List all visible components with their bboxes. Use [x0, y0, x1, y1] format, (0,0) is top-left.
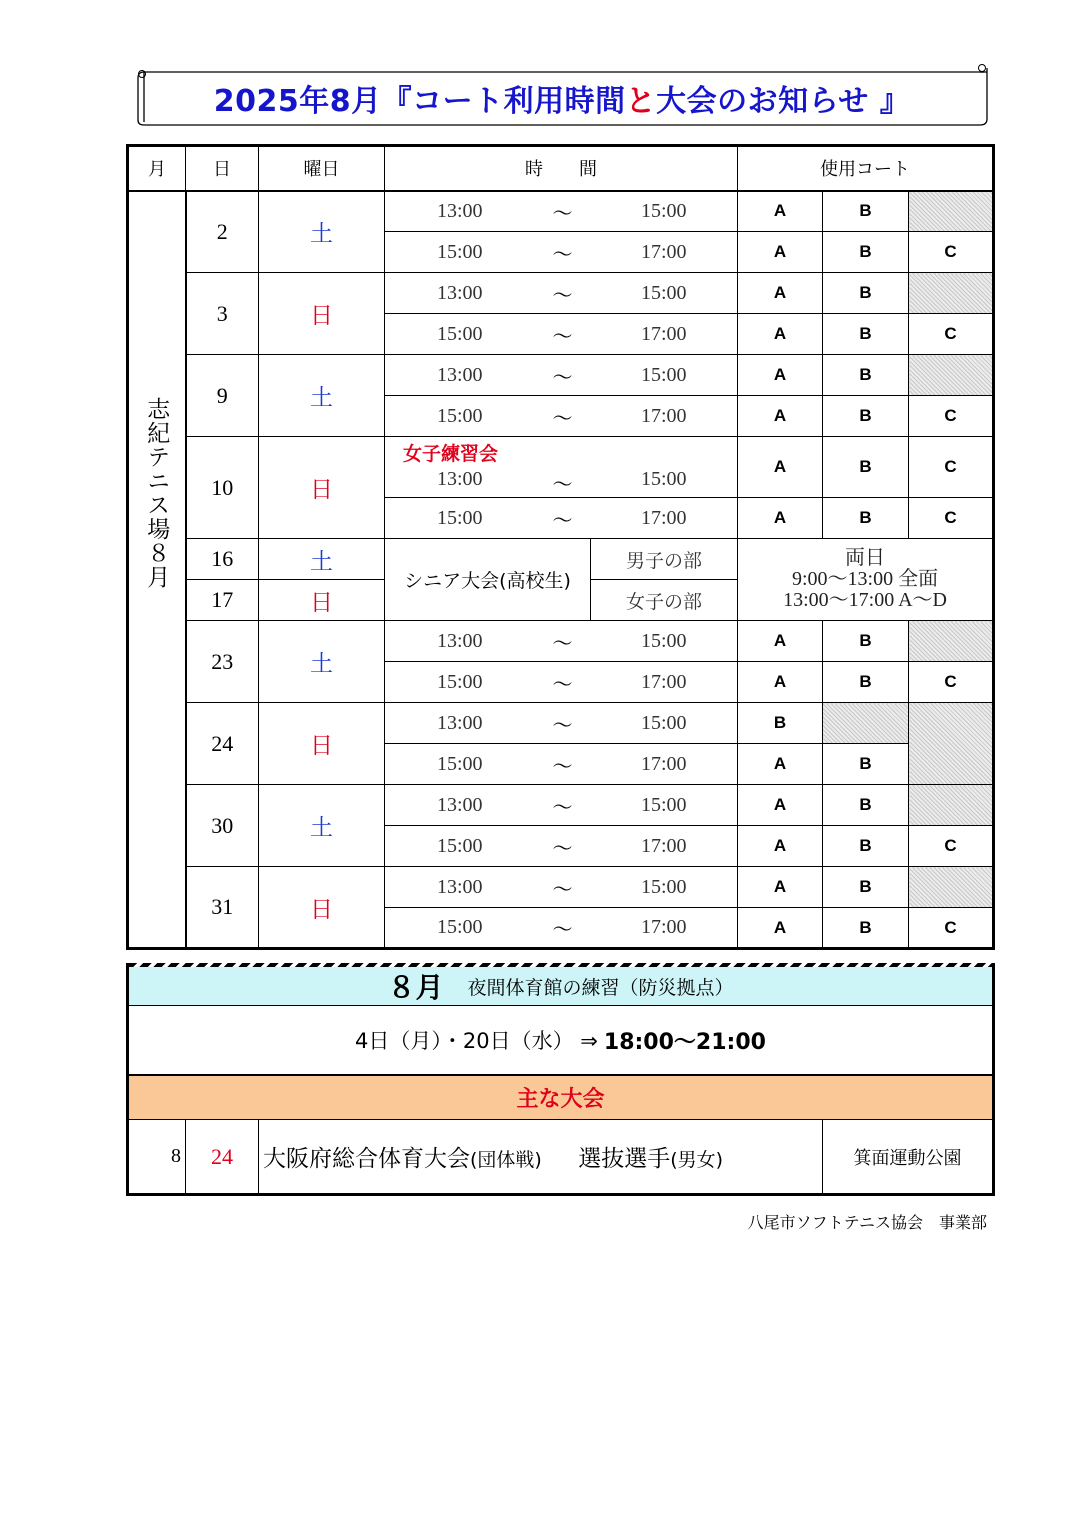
practice-time — [385, 468, 737, 497]
time-separator: ～ — [535, 621, 591, 662]
tournament-month: 8 — [128, 1120, 186, 1195]
court-unused — [909, 273, 994, 314]
weekday-cell: 土 — [259, 191, 385, 273]
weekday-cell: 土 — [259, 785, 385, 867]
time-separator: ～ — [535, 355, 591, 396]
start-time: 13:00 — [385, 703, 535, 744]
night-time: 18:00～21:00 — [603, 1029, 766, 1055]
tournament-header-row — [128, 1076, 994, 1120]
table-header — [128, 146, 994, 191]
court-c: C — [909, 826, 994, 867]
start-time: 15:00 — [385, 396, 535, 437]
day-cell: 30 — [186, 785, 259, 867]
start-time: 13:00 — [385, 273, 535, 314]
court-a: A — [738, 273, 823, 314]
day-cell: 10 — [186, 437, 259, 539]
time-separator: ～ — [535, 662, 591, 703]
start-time: 15:00 — [385, 314, 535, 355]
end-time: 15:00 — [591, 273, 738, 314]
weekday-cell: 日 — [259, 437, 385, 539]
court-unused — [909, 621, 994, 662]
table-row — [128, 539, 994, 580]
court-b: B — [823, 498, 909, 539]
court-b: B — [823, 662, 909, 703]
court-c: C — [909, 908, 994, 949]
time-separator: ～ — [535, 232, 591, 273]
page-title: 2025年8月『コート利用時間と大会のお知らせ 』 — [213, 84, 911, 119]
end-time: 15:00 — [591, 355, 738, 396]
court-a: A — [738, 191, 823, 232]
header-court: 使用コート — [738, 146, 994, 191]
court-b: B — [823, 437, 909, 498]
court-unused — [909, 703, 994, 785]
month-cell — [128, 191, 186, 949]
time-separator: ～ — [535, 785, 591, 826]
court-a: A — [738, 621, 823, 662]
time-separator: ～ — [552, 472, 573, 496]
end-time: 17:00 — [591, 232, 738, 273]
tournament-name: 大阪府総合体育大会 — [263, 1146, 470, 1171]
start-time: 15:00 — [385, 662, 535, 703]
tournament-day: 24 — [186, 1120, 259, 1195]
senior-courts — [738, 539, 994, 621]
court-c: C — [909, 396, 994, 437]
table-row — [128, 785, 994, 826]
tournament-name-cell — [259, 1120, 823, 1195]
table-row — [128, 621, 994, 662]
time-separator: ～ — [535, 314, 591, 355]
men-division: 男子の部 — [591, 539, 738, 580]
time-separator: ～ — [535, 867, 591, 908]
court-b: B — [823, 314, 909, 355]
court-a: A — [738, 908, 823, 949]
weekday-cell: 日 — [259, 703, 385, 785]
court-b: B — [823, 744, 909, 785]
court-a: A — [738, 314, 823, 355]
night-dates: 4日（月）・20日（水） ⇒ — [355, 1029, 598, 1053]
weekday-cell: 日 — [259, 273, 385, 355]
end-time: 15:00 — [591, 621, 738, 662]
court-a: A — [738, 826, 823, 867]
end-time: 17:00 — [591, 396, 738, 437]
end-time: 15:00 — [640, 468, 687, 490]
day-cell: 3 — [186, 273, 259, 355]
start-time: 13:00 — [437, 468, 483, 490]
day-cell: 9 — [186, 355, 259, 437]
start-time: 15:00 — [385, 908, 535, 949]
tournament-header: 主な大会 — [128, 1076, 994, 1120]
weekday-cell: 土 — [259, 621, 385, 703]
court-unused — [823, 703, 909, 744]
practice-label: 女子練習会 — [403, 443, 499, 465]
time-separator: ～ — [535, 744, 591, 785]
tournament-venue: 箕面運動公園 — [823, 1120, 994, 1195]
senior-court-line: 9:00～13:00 全面 — [791, 568, 939, 590]
court-c: C — [909, 498, 994, 539]
start-time: 15:00 — [385, 826, 535, 867]
start-time: 15:00 — [385, 498, 535, 539]
court-c: C — [909, 437, 994, 498]
court-b: B — [823, 621, 909, 662]
weekday-cell: 日 — [259, 580, 385, 621]
time-separator: ～ — [535, 908, 591, 949]
court-unused — [909, 355, 994, 396]
time-separator: ～ — [535, 396, 591, 437]
senior-court-line: 13:00～17:00 A～D — [783, 589, 947, 611]
senior-event: シニア大会(高校生) — [385, 539, 591, 621]
end-time: 15:00 — [591, 867, 738, 908]
day-cell: 31 — [186, 867, 259, 949]
month-label: 志紀テニス場８月 — [143, 396, 170, 589]
night-title: 夜間体育館の練習（防災拠点） — [467, 976, 734, 999]
night-practice-section — [126, 963, 995, 1077]
court-unused — [909, 785, 994, 826]
end-time: 17:00 — [591, 826, 738, 867]
court-a: A — [738, 867, 823, 908]
start-time: 15:00 — [385, 232, 535, 273]
court-c: C — [909, 232, 994, 273]
start-time: 13:00 — [385, 867, 535, 908]
night-practice-header — [129, 967, 992, 1006]
table-row — [128, 273, 994, 314]
title-banner — [136, 64, 988, 126]
day-cell: 23 — [186, 621, 259, 703]
court-a: A — [738, 396, 823, 437]
court-c: C — [909, 662, 994, 703]
court-unused — [909, 867, 994, 908]
court-c: C — [909, 314, 994, 355]
end-time: 17:00 — [591, 662, 738, 703]
end-time: 15:00 — [591, 191, 738, 232]
senior-court-line: 両日 — [845, 547, 886, 569]
court-b: B — [823, 867, 909, 908]
court-b: B — [823, 191, 909, 232]
header-weekday: 曜日 — [259, 146, 385, 191]
start-time: 13:00 — [385, 191, 535, 232]
time-separator: ～ — [535, 703, 591, 744]
end-time: 17:00 — [591, 908, 738, 949]
header-month: 月 — [128, 146, 186, 191]
table-row — [128, 1120, 994, 1195]
tournament-category-sub: (男女) — [670, 1149, 724, 1171]
start-time: 13:00 — [385, 785, 535, 826]
weekday-cell: 土 — [259, 355, 385, 437]
court-schedule-table — [126, 144, 995, 950]
time-separator: ～ — [535, 826, 591, 867]
end-time: 17:00 — [591, 498, 738, 539]
tournament-name-sub: (団体戦) — [470, 1149, 542, 1171]
court-a: A — [738, 232, 823, 273]
day-cell: 24 — [186, 703, 259, 785]
table-row — [128, 703, 994, 744]
time-separator: ～ — [535, 191, 591, 232]
women-division: 女子の部 — [591, 580, 738, 621]
time-separator: ～ — [535, 498, 591, 539]
court-b: B — [738, 703, 823, 744]
day-cell: 2 — [186, 191, 259, 273]
table-row — [128, 191, 994, 232]
table-row — [128, 437, 994, 498]
court-a: A — [738, 662, 823, 703]
court-a: A — [738, 785, 823, 826]
court-b: B — [823, 396, 909, 437]
footer-organization: 八尾市ソフトテニス協会 事業部 — [747, 1213, 987, 1232]
weekday-cell: 日 — [259, 867, 385, 949]
end-time: 17:00 — [591, 744, 738, 785]
night-month: ８月 — [387, 971, 444, 1004]
weekday-cell: 土 — [259, 539, 385, 580]
practice-slot — [385, 437, 738, 498]
end-time: 15:00 — [591, 703, 738, 744]
court-b: B — [823, 355, 909, 396]
day-cell: 16 — [186, 539, 259, 580]
start-time: 15:00 — [385, 744, 535, 785]
court-unused — [909, 191, 994, 232]
court-b: B — [823, 785, 909, 826]
day-cell: 17 — [186, 580, 259, 621]
court-a: A — [738, 355, 823, 396]
court-a: A — [738, 437, 823, 498]
table-row — [128, 867, 994, 908]
table-row — [128, 355, 994, 396]
header-time: 時 間 — [385, 146, 738, 191]
court-b: B — [823, 826, 909, 867]
header-day: 日 — [186, 146, 259, 191]
court-b: B — [823, 273, 909, 314]
end-time: 15:00 — [591, 785, 738, 826]
tournament-table — [126, 1075, 995, 1196]
time-separator: ～ — [535, 273, 591, 314]
court-b: B — [823, 908, 909, 949]
start-time: 13:00 — [385, 621, 535, 662]
start-time: 13:00 — [385, 355, 535, 396]
end-time: 17:00 — [591, 314, 738, 355]
tournament-category: 選抜選手 — [578, 1146, 671, 1171]
night-practice-schedule — [129, 1006, 992, 1077]
court-a: A — [738, 744, 823, 785]
court-b: B — [823, 232, 909, 273]
court-a: A — [738, 498, 823, 539]
